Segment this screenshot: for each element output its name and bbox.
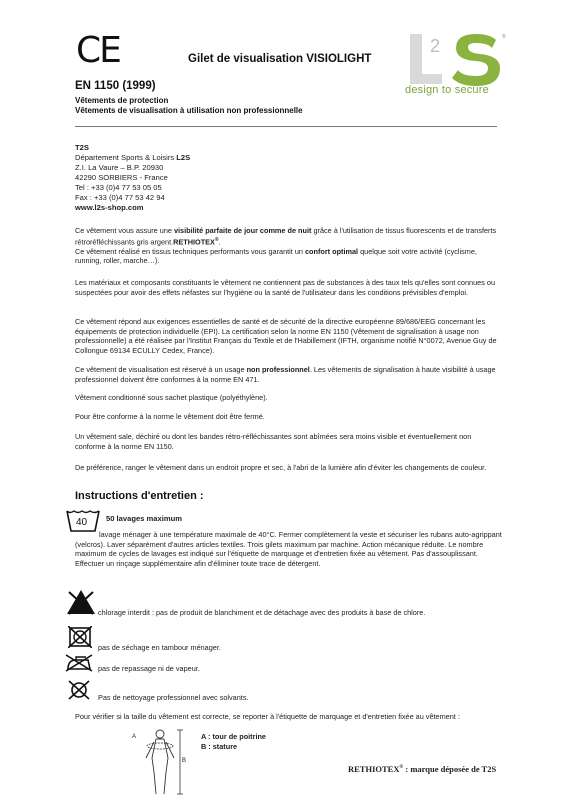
wash-text: lavage ménager à une température maximale de 40°C. Fermer complètement la veste et sécuriser les rubans auto-agrippant (velcros). Laver séparément d'autres articles textiles. Trois gilets maximum par machine. Action mécanique réduite. Le nombre maximum de cycles de lavages est indiqué sur l'étiquette de marquage et d'entretien fixée au vêtement. Pas d'assouplissant. Effectuer un rinçage supplémentaire afin d'éliminer toute trace de détergent. [75,530,502,568]
p1a-end: . [218,237,221,247]
standard-line-2: Vêtements de visualisation à utilisation non professionnelle [75,106,303,115]
figure-label-b: B [182,758,187,764]
p4-pre: Ce vêtement de visualisation est réservé à un usage [75,365,247,374]
p1a-brand: RETHIOTEX [173,237,215,247]
legend-a: A : tour de poitrine [201,732,266,741]
wash-temp: 40 [76,517,88,528]
p7-text: Un vêtement sale, déchiré ou dont les bandes rétro-réfléchissantes sont abîmées sera moins visible et éventuellement non conforme à la norme EN 1150. [75,432,472,451]
p1b-pre: Ce vêtement réalisé en tissus techniques performants vous garantit un [75,246,305,256]
company-name: T2S [75,143,89,152]
dryclean-text: Pas de nettoyage professionnel avec solvants. [98,693,249,702]
paragraph-usage [75,365,503,384]
paragraph-materials [75,278,503,297]
figure-label-a: A [132,734,137,740]
p1a-reg: ® [214,236,219,243]
p5-text: Vêtement conditionné sous sachet plastique (polyéthylène). [75,393,268,402]
no-dry-clean-icon [68,680,90,700]
paragraph-directive [75,317,503,355]
footer-brand: RETHIOTEX [348,764,400,774]
paragraph-closed [75,412,503,422]
p3-text: Ce vêtement répond aux exigences essentielles de santé et de sécurité de la directive européenne 89/686/EEG concernant les équipements de protection individuelle (EPI). La certification selon la norme EN 1150 (Vêtement de signalisation à usage non professionnelle) a été réalisée par l'Institut Français du Textile et de l'Habillement (IFTH, organisme notifié N°0072, Avenue Guy de Collongue 69134 ECULLY Cedex, France). [75,317,497,355]
chlorine-text: chlorage interdit : pas de produit de blanchiment et de détachage avec des produits à base de chlore. [98,608,426,617]
sizing-instructions [75,712,503,722]
dryer-text: pas de séchage en tambour ménager. [98,643,221,652]
standard-line-1: Vêtements de protection [75,96,169,105]
company-city: 42290 SORBIERS - France [75,173,168,182]
ce-mark: CE [76,30,120,71]
wash-instructions [75,530,503,568]
logo-tagline: design to secure [405,84,489,96]
p1a-pre: Ce vêtement vous assure une [75,226,174,235]
l2s-logo-mark [400,30,512,88]
no-iron-icon [64,654,94,672]
sizing-text: Pour vérifier si la taille du vêtement est correcte, se reporter à l'étiquette de marquage et d'entretien fixée au vêtement : [75,712,460,721]
paragraph-dirty [75,432,503,451]
svg-text:®: ® [502,34,506,40]
company-dept [75,153,190,162]
p2-text: Les matériaux et composants constituants le vêtement ne contiennent pas de substances à des taux tels qu'elles sont connues ou suspectées pour avoir des effets néfastes sur l'hygiène ou la santé de l'utilisateur dans les conditions prévisibles d'emploi. [75,278,496,297]
footer-reg: ® [399,765,404,771]
footer-text: : marque déposée de T2S [403,764,497,774]
no-tumble-dry-icon [68,626,92,648]
paragraph-packaging [75,393,503,403]
care-heading: Instructions d'entretien : [75,490,204,502]
no-chlorine-icon [66,589,96,615]
p4-post: . Les vêtements de signalisation à haute visibilité à usage professionnel doivent être conformes à la norme EN 471. [75,365,496,384]
paragraph-storage [75,463,503,473]
dept-prefix: Département Sports & Loisirs [75,153,177,162]
company-tel: Tel : +33 (0)4 77 53 05 05 [75,183,162,192]
p8-text: De préférence, ranger le vêtement dans un endroit propre et sec, à l'abri de la lumière afin d'éviter les changements de couleur. [75,463,487,472]
body-measure-figure-icon [128,728,192,796]
p1b-bold: confort optimal [304,246,359,256]
standard-code: EN 1150 (1999) [75,80,156,92]
p1a-bold: visibilité parfaite de jour comme de nuit [173,226,312,235]
paragraph-visibility [75,226,503,266]
p1b-post: quelque soit votre activité (cyclisme, running, roller, marche…). [75,246,477,266]
company-website[interactable]: www.l2s-shop.com [75,203,144,212]
svg-text:2: 2 [430,36,441,56]
divider [75,126,497,127]
iron-text: pas de repassage ni de vapeur. [98,664,200,673]
p4-bold: non professionnel [246,365,310,374]
company-street: Z.I. La Vaure – B.P. 20930 [75,163,164,172]
dept-brand: L2S [176,153,191,162]
document-title: Gilet de visualisation VISIOLIGHT [188,53,372,65]
legend-b: B : stature [201,742,238,751]
wash-title: 50 lavages maximum [106,514,182,523]
p1a-post: grâce à l'utilisation de tissus fluorescents et de transferts rétroréfléchissants gris argent. [75,226,497,247]
trademark-notice [348,764,496,774]
company-fax: Fax : +33 (0)4 77 53 42 94 [75,193,165,202]
p6-text: Pour être conforme à la norme le vêtement doit être fermé. [75,412,265,421]
